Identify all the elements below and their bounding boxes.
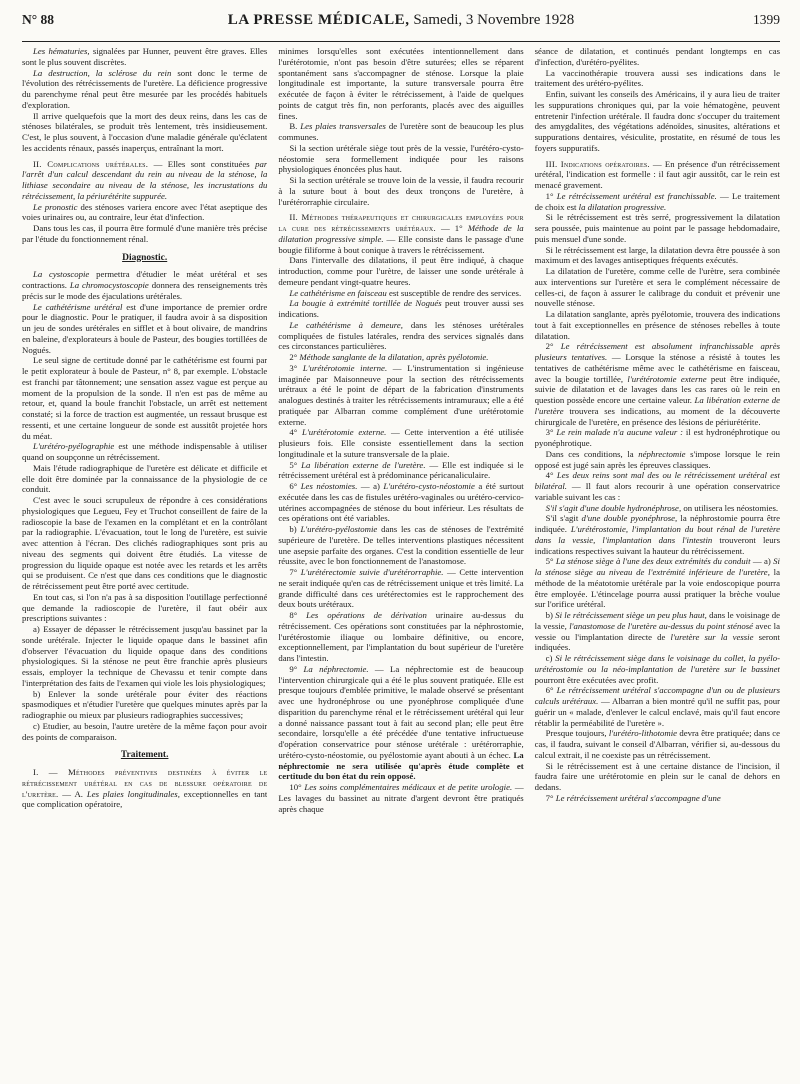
paragraph: 4° L'urétérotomie externe. — Cette intervention a été utilisée plusieurs fois. Elle consiste essentiellement dans la section longitudinale et la suture transversale de la plaie. bbox=[278, 427, 524, 459]
section-heading-diagnostic: Diagnostic. bbox=[122, 252, 168, 263]
paragraph: 5° La libération externe de l'uretère. — Elle est indiquée si le rétrécissement urétéral est à prédominance péricanaliculaire. bbox=[278, 459, 524, 481]
issue-date: Samedi, 3 Novembre 1928 bbox=[413, 12, 575, 28]
column-3 bbox=[535, 46, 780, 1084]
paragraph: c) Si le rétrécissement siège dans le voisinage du collet, la pyélo-urétérostomie ou la néo-implantation de l'uretère sur le bassinet pourront être exécutées avec profit. bbox=[534, 653, 780, 685]
paragraph: 8° Les opérations de dérivation urinaire au-dessus du rétrécissement. Ces opérations sont constituées par la néphrostomie, l'urétérostomie iliaque ou lombaire définitive, ou encore, exceptionnellement, par l'implantation du bout supérieur de l'uretère dans l'intestin. bbox=[278, 610, 524, 663]
paragraph: c) Etudier, au besoin, l'autre uretère de la même façon pour avoir des points de comparaison. bbox=[22, 720, 268, 742]
journal-name: LA PRESSE MÉDICALE, bbox=[227, 12, 410, 28]
paragraph: Le cathétérisme urétéral est d'une importance de premier ordre pour le diagnostic. Pour le pratiquer, il faudra avoir à sa disposition un jeu de sondes urétérales en sifflet et à bout olivaire, de mandrins en baleine, d'explorateurs à boule de Pasteur, des bougies tortillées de Nogués. bbox=[22, 301, 268, 355]
paragraph: B. Les plaies transversales de l'uretère sont de beaucoup les plus communes. bbox=[278, 121, 524, 142]
column-2 bbox=[278, 46, 523, 1084]
paragraph: Dans l'intervalle des dilatations, il peut être indiqué, à chaque introduction, comme pour l'urètre, de laisser une sonde urétérale à demeure pendant vingt-quatre heures. bbox=[278, 255, 524, 287]
paragraph: II. Complications urétérales. — Elles sont constituées par l'arrêt d'un calcul descendant du rein au niveau de la sténose, la lithiase secondaire au niveau de la sténose, les incrustations du rétrécissement, la périurétérite suppurée. bbox=[22, 158, 268, 201]
masthead bbox=[228, 12, 574, 29]
paragraph: 3° Le rein malade n'a aucune valeur : il est hydronéphrotique ou pyonéphrotique. bbox=[534, 427, 780, 448]
section-heading-traitement: Traitement. bbox=[120, 750, 169, 761]
page-number: 1399 bbox=[752, 12, 780, 27]
paragraph: 7° Le rétrécissement urétéral s'accompagne d'une bbox=[545, 792, 721, 803]
paragraph: 3° L'urétérotomie interne. — L'instrumentation si ingénieuse imaginée par Maisonneuve pour la section des rétrécissements urétraux a été le point de départ de la fabrication d'instruments analogues destinés à traiter les rétrécissements intramuraux; elle a été pratiquée par Albarran comme complément d'une urétérotomie externe. bbox=[278, 362, 524, 427]
paragraph: Si le rétrécissement est à une certaine distance de l'incision, il faudra faire une urétérotomie en plein sur le canal de dehors en dedans. bbox=[534, 760, 780, 792]
page-header bbox=[22, 12, 780, 42]
paragraph: a) Essayer de dépasser le rétrécissement jusqu'au bassinet par la sonde urétérale. Injecter le liquide opaque dans le bassinet afin d'observer l'évacuation du liquide opaque dans des conditions physiologiques. Si la sténose ne peut être franchie après plusieurs essais, employer la technique de Chevassu et tenir compte dans l'interprétation des faits de l'examen qui viole les lois physiologiques; bbox=[22, 624, 268, 688]
paragraph: 4° Les deux reins sont mal des ou le rétrécissement urétéral est bilatéral. — Il faut alors recourir à une opération conservatrice variable suivant les cas : bbox=[534, 470, 780, 502]
paragraph: La cystoscopie permettra d'étudier le méat urétéral et ses contractions. La chromocystoscopie donnera des renseignements très précis sur le mode des éjaculations urétérales. bbox=[22, 269, 268, 301]
paragraph: 5° La sténose siège à l'une des deux extrémités du conduit — a) Si la sténose siège au niveau de l'extrémité inférieure de l'uretère, la méthode de la méatotomie urétérale par la voie endoscopique pourra être employée. L'étincelage pourra aussi pratiquer la brèche voulue sur l'orifice urétéral. bbox=[534, 556, 780, 610]
paragraph: S'il s'agit d'une double hydronéphrose, on utilisera les néostomies. bbox=[545, 502, 779, 513]
paragraph: La dilatation de l'uretère, comme celle de l'urètre, sera combinée aux interventions sur l'uretère et sera le complément nécessaire de celles-ci, de façon à assurer le calibrage du conduit et prévenir une nouvelle sténose. bbox=[534, 266, 780, 309]
paragraph: La vaccinothérapie trouvera aussi ses indications dans le traitement des urétéro-pyélites. bbox=[534, 67, 780, 89]
article-columns bbox=[22, 46, 780, 1084]
paragraph: 2° Méthode sanglante de la dilatation, après pyélotomie. bbox=[289, 352, 489, 362]
paragraph: Le cathétérisme en faisceau est susceptible de rendre des services. bbox=[289, 287, 522, 298]
paragraph: 10° Les soins complémentaires médicaux et de petite urologie. — Les lavages du bassinet au nitrate d'argent devront être pratiqués après chaque bbox=[278, 782, 524, 814]
paragraph: Le seul signe de certitude donné par le cathétérisme est fourni par le petit explorateur à boule de Pasteur, n° 8, par exemple. L'obstacle est franchi par tâtonnement; une sensation assez vague est perçue au moment de la propulsion de la sonde. Il n'en est pas de même au retour, et, quand la boule franchit l'obstacle, un arrêt est nettement constaté; si la force de traction est augmentée, un ressaut brusque est ressenti, et une certaine longueur de sonde est aussitôt projetée hors du méat. bbox=[22, 355, 268, 441]
paragraph: Enfin, suivant les conseils des Américains, il y aura lieu de traiter les suppurations chroniques qui, par la voie hématogène, peuvent entretenir l'infection urétérale. Il faudra donc s'occuper du traitement des amygdalites, des végétations adénoïdes, sinusites, altérations et suppurations dentaires, vésiculite, prostatite, en résumé de tous les foyers suppuratifs. bbox=[534, 89, 780, 153]
paragraph: Presque toujours, l'urétéro-lithotomie devra être pratiquée; dans ce cas, il faudra, suivant le conseil d'Albarran, vérifier si, au-dessous du calcul extrait, il ne coexiste pas un rétrécissement. bbox=[534, 728, 780, 760]
paragraph: Si la section urétérale se trouve loin de la vessie, il faudra recourir à la suture bout à bout des deux tronçons de l'uretère, à l'urétérorraphie circulaire. bbox=[278, 175, 524, 207]
issue-number: N° 88 bbox=[22, 12, 55, 27]
paragraph: 7° L'urétérectomie suivie d'urétérorraphie. — Cette intervention ne serait indiquée qu'en cas de rétrécissement unique et très limité. La grande difficulté dans ces urétérectomies est le rapprochement des deux bouts urétéraux. bbox=[278, 567, 524, 610]
paragraph: 2° Le rétrécissement est absolument infranchissable après plusieurs tentatives. — Lorsque la sténose a résisté à toutes les tentatives de cathétérisme même avec le cathétérisme en faisceau, avec la bougie tortillée, l'urétérotomie externe peut être indiquée, suivie de dilatation et de lavages dans les cas rares où le rein en question possède encore une certaine valeur. La libération externe de l'uretère trouvera ses indications, au moment de la découverte chirurgicale de l'uretère, en présence des lésions de périurétérite. bbox=[534, 341, 780, 427]
paragraph: III. Indications opératoires. — En présence d'un rétrécissement urétéral, l'indication est formelle : il faut agir aussitôt, car le rein est menacé gravement. bbox=[534, 158, 780, 190]
paragraph: Le cathétérisme à demeure, dans les sténoses urétérales compliquées de fistules latérales, rendra des services signalés dans ces circonstances particulières. bbox=[278, 319, 524, 352]
paragraph: b) Si le rétrécissement siège un peu plus haut, dans le voisinage de la vessie, l'anastomose de l'uretère au-dessus du point sténosé avec la vessie ou l'implantation directe de l'uretère sur la vessie seront indiquées. bbox=[534, 610, 780, 653]
paragraph: S'il s'agit d'une double pyonéphrose, la néphrostomie pourra être indiquée. L'urétérostomie, l'implantation du bout rénal de l'uretère dans la vessie, l'implantation dans l'intestin trouveront leurs indications respectives suivant la hauteur du rétrécissement. bbox=[534, 513, 780, 556]
paragraph: En tout cas, si l'on n'a pas à sa disposition l'outillage perfectionné que demande la radioscopie de l'uretère, il faut obéir aux prescriptions suivantes : bbox=[22, 591, 268, 624]
paragraph: Si le rétrécissement est très serré, progressivement la dilatation sera poussée, puis maintenue au point par le passage hebdomadaire, puis mensuel d'une sonde. bbox=[534, 212, 780, 244]
paragraph: Il arrive quelquefois que la mort des deux reins, dans les cas de sténoses bilatérales, se produit très lentement, très insidieusement. C'est, le plus souvent, à l'occasion d'une maladie générale qu'éclatent les accidents rénaux, passés inaperçus, entraînant la mort. bbox=[22, 110, 268, 153]
paragraph: b) L'urétéro-pyélostomie dans les cas de sténoses de l'extrémité supérieure de l'uretère. De telles interventions plastiques nécessitent une asepsie parfaite des organes. C'est la condition essentielle de leur réussite, avec le bon fonctionnement de l'anastomose. bbox=[278, 524, 524, 567]
paragraph: Les hématuries, signalées par Hunner, peuvent être graves. Elles sont le plus souvent discrètes. bbox=[22, 46, 268, 67]
paragraph: Si le rétrécissement est large, la dilatation devra être poussée à son maximum et des lavages antiseptiques fréquents exécutés. bbox=[534, 244, 780, 266]
paragraph: La dilatation sanglante, après pyélotomie, trouvera des indications tout à fait exceptionnelles en présence de sténoses rebelles à toute dilatation. bbox=[534, 309, 780, 341]
paragraph: 6° Les néostomies. — a) L'urétéro-cysto-néostomie a été surtout exécutée dans les cas de fistules urétéro-vaginales ou urétéro-cervico-utérines accompagnées de sténose du bout inférieur. Les résultats de ces opérations ont été variables. bbox=[278, 481, 524, 524]
paragraph: La bougie à extrémité tortillée de Nogués peut trouver aussi ses indications. bbox=[278, 298, 524, 319]
column-1 bbox=[22, 46, 267, 1084]
paragraph: La destruction, la sclérose du rein sont donc le terme de l'évolution des rétrécissements de l'uretère. La déficience progressive du parenchyme rénal peut être mesurée par les procédés habituels d'exploration. bbox=[22, 67, 268, 110]
paragraph: b) Enlever la sonde urétérale pour éviter des réactions spasmodiques et n'étudier l'uretère que quelques minutes après par la radiographie ou mieux par plusieurs radiographies successives; bbox=[22, 688, 268, 720]
paragraph: minimes lorsqu'elles sont exécutées intentionnellement dans l'urétérotomie, n'ont pas besoin d'être suturées; elles se réparent spontanément sans s'accompagner de sténose. Lorsque la plaie longitudinale est importante, la suture transversale pourra être exécutée de façon à éviter le rétrécissement, à l'aide de quelques points de catgut très fin, non perforants, placés avec des aiguilles fines. bbox=[278, 46, 524, 121]
paragraph: Dans tous les cas, il pourra être formulé d'une manière très précise par l'étude du fonctionnement rénal. bbox=[22, 223, 268, 244]
paragraph: Le pronostic des sténoses variera encore avec l'état aseptique des voies urinaires ou, au contraire, leur état d'infection. bbox=[22, 201, 268, 223]
paragraph: L'urétéro-pyélographie est une méthode indispensable à utiliser quand on soupçonne un rétrécissement. bbox=[22, 441, 268, 462]
paragraph: Mais l'étude radiographique de l'uretère est délicate et difficile et elle doit être dominée par la connaissance de la physiologie de ce conduit. bbox=[22, 462, 268, 495]
paragraph: 9° La néphrectomie. — La néphrectomie est de beaucoup l'intervention chirurgicale qui a été le plus souvent pratiquée. Elle est presque toujours d'emblée primitive, le malade observé se présentant avec une hydronéphrose ou une pyonéphrose compliquée d'une disparition du parenchyme rénal et le rétrécissement urétéral qui leur a donné naissance passant tout à fait au second plan; elle peut être secondaire, lorsqu'elle a été précédée d'une tentative infructueuse d'opération conservatrice pour sténose urétérale : urétérorraphie, urétéro-cysto-néostomie, ou pyélostomie ayant abouti à un échec. La néphrectomie ne sera utilisée qu'après étude complète et certitude du bon état du rein opposé. bbox=[278, 663, 524, 782]
paragraph: C'est avec le souci scrupuleux de répondre à ces considérations physiologiques que Legueu, Fey et Truchot conseillent de faire de la radioscopie la base de l'examen en la complétant et en la contrôlant par la radiographie. L'évacuation, tout le long de l'uretère, est suivie avec attention à l'écran. Des clichés radiographiques sont pris au niveau des segments qui doivent être étudiés. La vitesse de progression du liquide opaque est notée avec les retards et les arrêts qui se produisent. Ce n'est que dans ces conditions que le diagnostic de rétrécissement peut être porté avec certitude. bbox=[22, 495, 268, 591]
paragraph: Si la section urétérale siège tout près de la vessie, l'urétéro-cysto-néostomie sera formellement indiquée pour les raisons physiologiques énoncées plus haut. bbox=[278, 142, 524, 175]
paragraph: séance de dilatation, et continués pendant longtemps en cas d'infection, d'urétéro-pyélites. bbox=[534, 46, 780, 67]
paragraph: II. Méthodes thérapeutiques et chirurgicales employées pour la cure des rétrécissements urétéraux. — 1° Méthode de la dilatation progressive simple. — Elle consiste dans le passage d'une bougie filiforme à bout conique à travers le rétrécissement. bbox=[278, 212, 524, 255]
paragraph: 1° Le rétrécissement urétéral est franchissable. — Le traitement de choix est la dilatation progressive. bbox=[534, 190, 780, 212]
paragraph: Dans ces conditions, la néphrectomie s'impose lorsque le rein opposé est jugé sain après les épreuves classiques. bbox=[534, 448, 780, 470]
paragraph: 6° Le rétrécissement urétéral s'accompagne d'un ou de plusieurs calculs urétéraux. — Albarran a bien montré qu'il ne suffit pas, pour guérir un « malade, d'enlever le calcul enclavé, mais qu'il faut encore rétablir la perméabilité de l'uretère ». bbox=[534, 685, 780, 728]
paragraph: I. — Méthodes préventives destinées à éviter le rétrécissement urétéral en cas de blessure opératoire de l'uretère. — A. Les plaies longitudinales, exceptionnelles en tant que complication opératoire, bbox=[22, 767, 268, 810]
